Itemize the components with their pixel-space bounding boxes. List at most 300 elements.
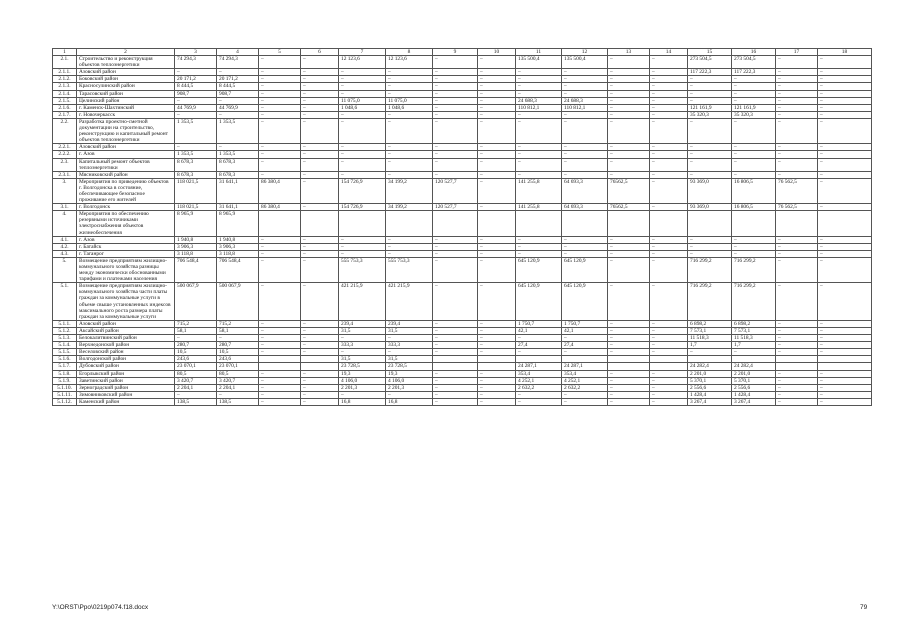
value-cell: – [516,118,562,143]
value-cell: – [732,151,776,158]
value-cell: – [776,151,818,158]
table-row [53,104,872,111]
value-cell: 31,5 [339,356,386,363]
value-cell: – [259,370,301,377]
value-cell: – [339,111,386,118]
value-cell: – [650,76,688,83]
row-number-cell: 2.3.1. [53,171,77,178]
value-cell: – [175,97,217,104]
row-number-cell: 3. [53,178,77,203]
value-cell: – [259,144,301,151]
value-cell: 31,5 [386,327,433,334]
value-cell: – [688,151,732,158]
value-cell: – [433,377,478,384]
value-cell: 11 075,0 [386,97,433,104]
value-cell: – [608,243,650,250]
value-cell: 23 070,1 [175,363,217,370]
value-cell: – [478,236,516,243]
value-cell: – [478,158,516,171]
value-cell: 44 769,9 [217,104,259,111]
value-cell: – [776,90,818,97]
value-cell: – [259,283,301,321]
value-cell: 3 420,7 [217,377,259,384]
value-cell: – [339,118,386,143]
value-cell: – [608,144,650,151]
value-cell: – [516,158,562,171]
value-cell: – [478,327,516,334]
row-name-cell: Возмещение предприятиям жилищно-коммунального хозяйства разницы между экономически обоснованными тарифами и платежами населения [77,257,175,282]
value-cell: – [776,377,818,384]
value-cell: 121 161,9 [732,104,776,111]
value-cell: – [562,335,608,342]
value-cell: – [259,342,301,349]
value-cell: – [776,236,818,243]
value-cell: – [776,250,818,257]
table-row [53,342,872,349]
value-cell: 35 320,3 [688,111,732,118]
value-cell: – [608,377,650,384]
value-cell: 16,8 [386,398,433,405]
row-name-cell: Мясниковский район [77,171,175,178]
value-cell: – [608,349,650,356]
value-cell: – [562,243,608,250]
value-cell: – [301,56,339,69]
value-cell: – [732,243,776,250]
value-cell: – [301,243,339,250]
value-cell: – [776,384,818,391]
table-row [53,178,872,203]
value-cell: 280,7 [217,342,259,349]
row-number-cell: 5.1.9. [53,377,77,384]
value-cell: – [650,257,688,282]
value-cell: – [478,97,516,104]
value-cell: – [301,158,339,171]
value-cell: – [301,104,339,111]
value-cell: – [301,69,339,76]
value-cell: – [818,204,872,211]
value-cell: – [433,370,478,377]
table-row [53,377,872,384]
value-cell: 16 806,5 [732,178,776,203]
value-cell: 8 965,9 [217,211,259,236]
row-name-cell: г. Волгодонск [77,204,175,211]
value-cell: – [818,236,872,243]
value-cell: – [478,118,516,143]
value-cell: 10,5 [217,349,259,356]
value-cell: – [818,56,872,69]
value-cell: – [608,97,650,104]
value-cell: 333,3 [386,342,433,349]
value-cell: 6 898,2 [732,320,776,327]
table-row [53,384,872,391]
value-cell: 908,7 [175,90,217,97]
value-cell: – [732,97,776,104]
value-cell: – [259,398,301,405]
table-row [53,250,872,257]
value-cell [776,356,818,363]
value-cell: 2 204,1 [175,384,217,391]
value-cell: – [217,97,259,104]
value-cell: – [608,236,650,243]
value-cell: 421 215,9 [339,283,386,321]
value-cell: – [732,90,776,97]
row-number-cell: 2.1. [53,56,77,69]
value-cell [259,356,301,363]
value-cell: – [339,90,386,97]
value-cell: – [818,349,872,356]
value-cell: – [301,178,339,203]
value-cell: – [433,398,478,405]
value-cell: – [608,320,650,327]
column-number-cell: 3 [175,49,217,56]
value-cell: – [732,349,776,356]
value-cell: – [386,391,433,398]
value-cell: – [478,391,516,398]
table-row [53,320,872,327]
row-number-cell: 4. [53,211,77,236]
value-cell: 2 201,0 [688,370,732,377]
value-cell: 141 255,8 [516,178,562,203]
value-cell: – [818,90,872,97]
value-cell: 138,5 [175,398,217,405]
value-cell: – [478,90,516,97]
row-number-cell: 2.2. [53,118,77,143]
table-row [53,171,872,178]
value-cell: – [608,83,650,90]
value-cell [259,363,301,370]
row-number-cell: 4.2. [53,243,77,250]
row-name-cell: Каменский район [77,398,175,405]
value-cell: – [301,335,339,342]
row-number-cell: 5.1.10. [53,384,77,391]
value-cell: – [478,144,516,151]
value-cell: 5 370,1 [688,377,732,384]
value-cell: – [478,370,516,377]
value-cell: 23 728,5 [339,363,386,370]
value-cell: – [386,118,433,143]
table-row [53,76,872,83]
value-cell: 35 320,3 [732,111,776,118]
row-name-cell: Капитальный ремонт объектов теплоэнергетики [77,158,175,171]
table-row [53,118,872,143]
value-cell: – [386,236,433,243]
value-cell: – [259,151,301,158]
value-cell: 76 562,5 [776,204,818,211]
value-cell: 500 067,9 [175,283,217,321]
value-cell: – [650,151,688,158]
value-cell: – [650,327,688,334]
value-cell: – [478,384,516,391]
value-cell: – [650,236,688,243]
value-cell: 706 548,4 [217,257,259,282]
value-cell: – [562,236,608,243]
value-cell: – [339,171,386,178]
value-cell: – [433,283,478,321]
row-name-cell: г. Азов [77,236,175,243]
value-cell: – [259,391,301,398]
value-cell: – [818,171,872,178]
value-cell: – [259,243,301,250]
value-cell: – [433,97,478,104]
value-cell: – [478,283,516,321]
value-cell: – [478,398,516,405]
value-cell: – [650,342,688,349]
row-name-cell: г. Таганрог [77,250,175,257]
value-cell: – [818,83,872,90]
value-cell: – [732,144,776,151]
column-number-cell: 14 [650,49,688,56]
value-cell: – [301,349,339,356]
value-cell: – [732,250,776,257]
value-cell: – [433,56,478,69]
value-cell: – [433,349,478,356]
row-name-cell: Мероприятия по обеспечению резервными источниками электроснабжения объектов жизнеобеспечения [77,211,175,236]
value-cell: – [175,69,217,76]
value-cell: – [259,104,301,111]
value-cell: 76562,5 [608,204,650,211]
table-row [53,111,872,118]
value-cell: – [650,398,688,405]
value-cell [650,211,688,236]
value-cell: 76562,5 [608,178,650,203]
value-cell: 8 678,3 [217,158,259,171]
value-cell: – [301,151,339,158]
value-cell: – [608,327,650,334]
value-cell: 120 527,7 [433,204,478,211]
value-cell: 2 204,1 [217,384,259,391]
value-cell: 24 282,4 [732,363,776,370]
value-cell: – [650,83,688,90]
value-cell: 74 294,3 [217,56,259,69]
value-cell: – [818,144,872,151]
value-cell: 4 106,0 [339,377,386,384]
value-cell: 3 906,3 [217,243,259,250]
value-cell: – [688,171,732,178]
value-cell: 138,5 [217,398,259,405]
value-cell: 3 118,8 [175,250,217,257]
value-cell: – [433,69,478,76]
value-cell: – [433,111,478,118]
value-cell [516,211,562,236]
value-cell: 2 201,3 [339,384,386,391]
value-cell: 3 420,7 [175,377,217,384]
column-number-cell: 7 [339,49,386,56]
value-cell [386,211,433,236]
value-cell: 24 287,1 [516,363,562,370]
value-cell: 64 693,3 [562,178,608,203]
value-cell: – [562,111,608,118]
value-cell: – [608,257,650,282]
value-cell: – [433,76,478,83]
value-cell: 2 556,6 [732,384,776,391]
value-cell: – [516,83,562,90]
value-cell: – [516,391,562,398]
value-cell: 8 965,9 [175,211,217,236]
value-cell: – [776,257,818,282]
value-cell: – [650,320,688,327]
value-cell: 10,5 [175,349,217,356]
value-cell: 76 562,5 [776,178,818,203]
value-cell: 1,7 [688,342,732,349]
value-cell: – [301,384,339,391]
value-cell: – [301,111,339,118]
value-cell: – [301,90,339,97]
value-cell: – [175,335,217,342]
value-cell: 500 067,9 [217,283,259,321]
value-cell: 1 940,8 [217,236,259,243]
value-cell [301,211,339,236]
value-cell: – [259,320,301,327]
value-cell [818,211,872,236]
value-cell: – [301,283,339,321]
value-cell: – [818,97,872,104]
value-cell: 1 750,7 [562,320,608,327]
value-cell: – [301,327,339,334]
value-cell: – [776,56,818,69]
value-cell: – [339,83,386,90]
row-number-cell: 2.2.2. [53,151,77,158]
value-cell: 23 728,5 [386,363,433,370]
value-cell: 31 641,1 [217,204,259,211]
value-cell: 11 518,3 [732,335,776,342]
table-row [53,283,872,321]
value-cell: – [776,69,818,76]
value-cell: – [562,151,608,158]
value-cell: – [776,83,818,90]
value-cell: – [608,391,650,398]
value-cell: – [776,335,818,342]
value-cell: 645 120,9 [562,257,608,282]
value-cell: – [386,335,433,342]
value-cell: 1 048,6 [339,104,386,111]
value-cell: – [608,90,650,97]
value-cell: 11 518,3 [688,335,732,342]
table-row [53,97,872,104]
value-cell: – [175,111,217,118]
value-cell: – [688,76,732,83]
value-cell: – [776,320,818,327]
value-cell [818,363,872,370]
table-row [53,327,872,334]
value-cell: – [339,144,386,151]
value-cell: – [650,250,688,257]
column-number-row [53,49,872,56]
value-cell: – [562,69,608,76]
value-cell: – [386,83,433,90]
value-cell: – [650,118,688,143]
value-cell: – [608,111,650,118]
value-cell: – [562,171,608,178]
value-cell: – [732,83,776,90]
value-cell: 23 070,1 [217,363,259,370]
row-number-cell: 5.1.2. [53,327,77,334]
table-row [53,398,872,405]
value-cell: – [259,118,301,143]
value-cell: – [516,144,562,151]
value-cell: 31,5 [339,327,386,334]
value-cell: – [818,370,872,377]
row-number-cell: 3.1. [53,204,77,211]
value-cell [818,356,872,363]
value-cell: 273 504,5 [688,56,732,69]
value-cell [608,356,650,363]
value-cell: – [386,243,433,250]
value-cell: – [516,335,562,342]
value-cell: 74 294,3 [175,56,217,69]
value-cell: – [301,377,339,384]
value-cell: – [433,250,478,257]
value-cell: 31 641,1 [217,178,259,203]
value-cell: – [776,398,818,405]
value-cell: – [478,178,516,203]
value-cell: – [732,236,776,243]
row-name-cell: Целинский район [77,97,175,104]
table-row [53,335,872,342]
value-cell: 12 123,6 [386,56,433,69]
column-number-cell: 17 [776,49,818,56]
value-cell: 31,5 [386,356,433,363]
row-number-cell: 5.1.6. [53,356,77,363]
value-cell: – [650,69,688,76]
value-cell: 34 199,2 [386,204,433,211]
value-cell: – [608,335,650,342]
value-cell: 239,4 [339,320,386,327]
value-cell: – [608,56,650,69]
value-cell: 24 282,4 [688,363,732,370]
value-cell: – [433,144,478,151]
value-cell: – [776,349,818,356]
value-cell [478,363,516,370]
table-row [53,243,872,250]
value-cell: – [433,320,478,327]
value-cell: – [818,384,872,391]
value-cell: 4 252,1 [516,377,562,384]
value-cell: – [478,76,516,83]
value-cell: 1 353,5 [217,118,259,143]
value-cell: 27,4 [516,342,562,349]
value-cell: – [608,76,650,83]
row-name-cell: г. Новочеркасск [77,111,175,118]
value-cell: – [562,144,608,151]
value-cell: – [818,151,872,158]
value-cell: – [818,243,872,250]
value-cell: – [650,171,688,178]
value-cell: – [433,257,478,282]
value-cell: – [776,158,818,171]
value-cell: 273 504,5 [732,56,776,69]
value-cell: – [650,204,688,211]
value-cell: 239,4 [386,320,433,327]
value-cell: – [259,158,301,171]
value-cell: 80,5 [175,370,217,377]
value-cell: 353,4 [516,370,562,377]
value-cell [433,356,478,363]
value-cell: 1 353,5 [217,151,259,158]
value-cell [433,211,478,236]
value-cell: – [301,204,339,211]
value-cell: – [818,178,872,203]
value-cell: – [478,111,516,118]
value-cell: – [259,349,301,356]
value-cell [478,211,516,236]
value-cell [608,211,650,236]
value-cell: 3 118,8 [217,250,259,257]
value-cell: 555 753,3 [339,257,386,282]
column-number-cell: 18 [818,49,872,56]
value-cell: – [650,97,688,104]
value-cell: – [217,391,259,398]
row-name-cell: Зимовниковский район [77,391,175,398]
